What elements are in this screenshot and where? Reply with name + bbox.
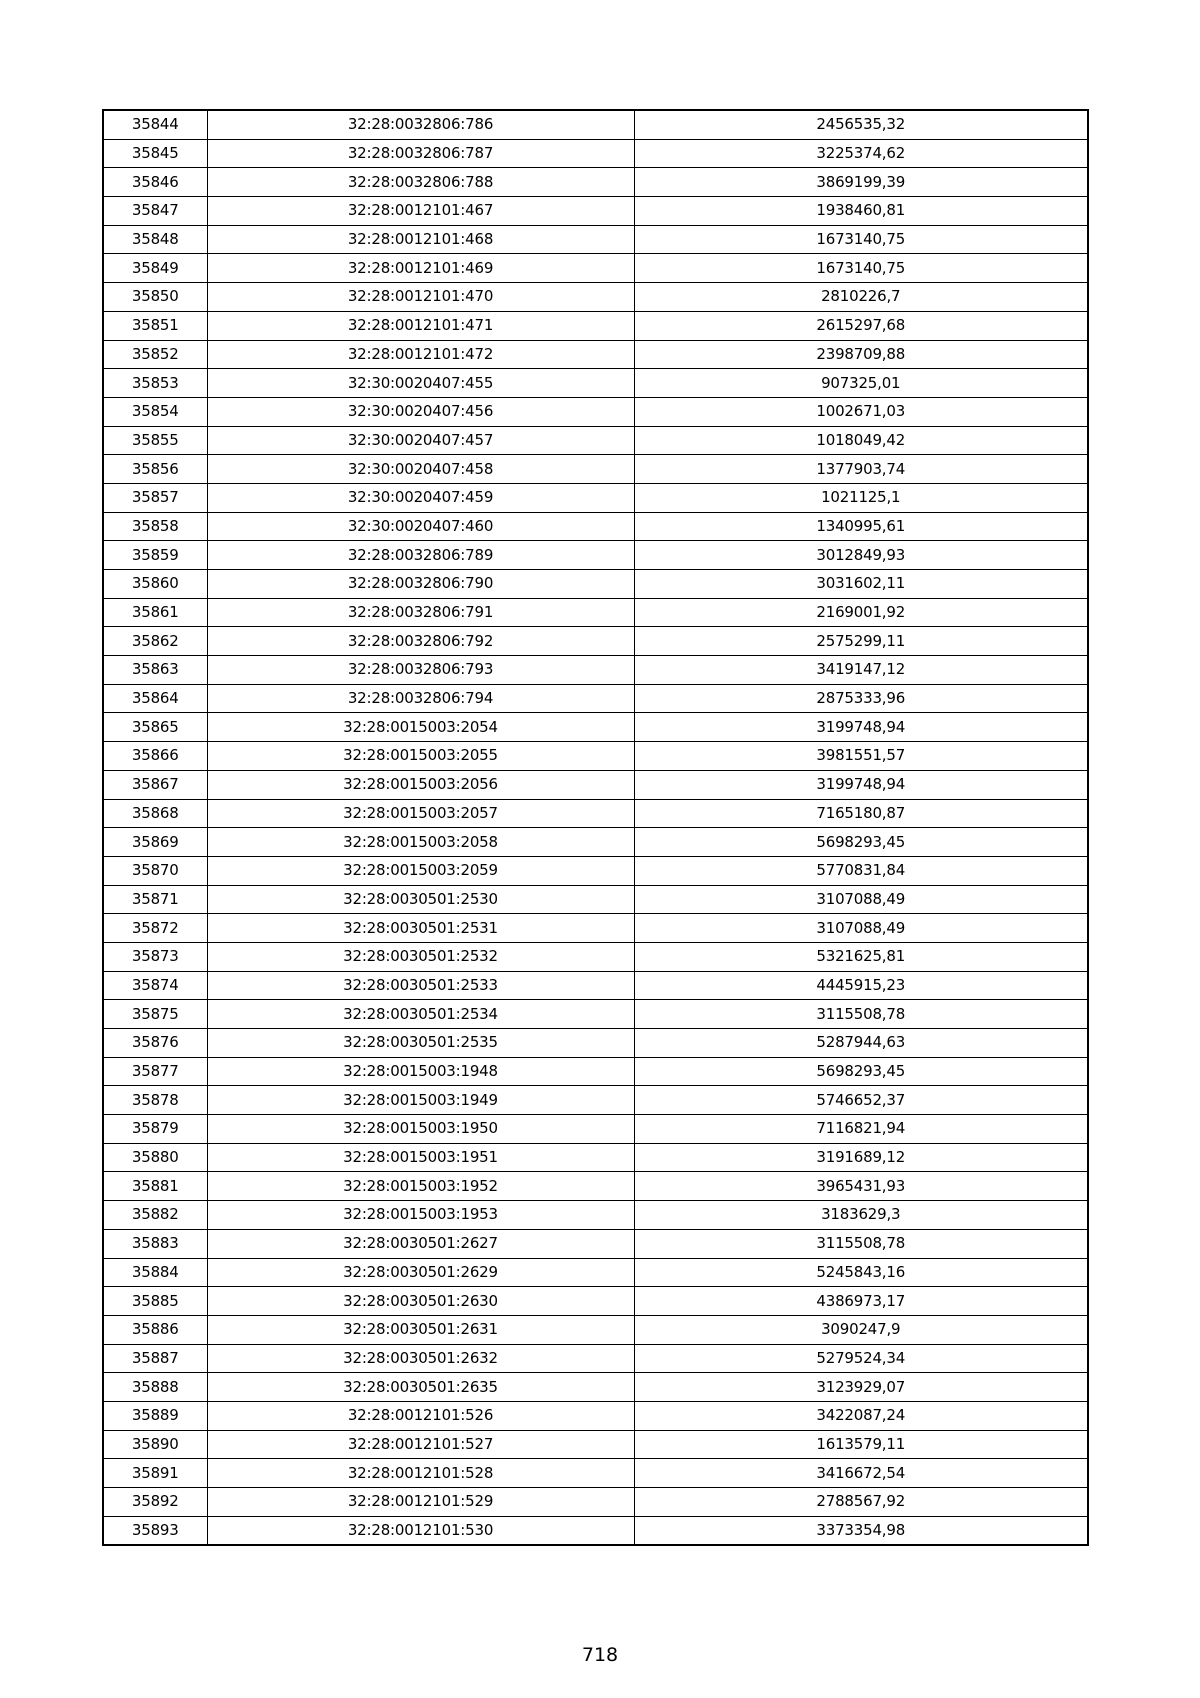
cadastral-number-cell: 32:28:0012101:472	[207, 340, 634, 369]
cadastral-value-cell: 4386973,17	[634, 1287, 1088, 1316]
table-row	[103, 627, 1088, 656]
row-number-cell: 35870	[103, 856, 207, 885]
table-row	[103, 225, 1088, 254]
cadastral-number-cell: 32:28:0032806:792	[207, 627, 634, 656]
row-number-cell: 35871	[103, 885, 207, 914]
cadastral-value-cell: 3869199,39	[634, 168, 1088, 197]
cadastral-value-cell: 5245843,16	[634, 1258, 1088, 1287]
row-number-cell: 35848	[103, 225, 207, 254]
cadastral-value-cell: 7116821,94	[634, 1115, 1088, 1144]
table-row	[103, 770, 1088, 799]
table-row	[103, 684, 1088, 713]
row-number-cell: 35881	[103, 1172, 207, 1201]
row-number-cell: 35878	[103, 1086, 207, 1115]
row-number-cell: 35857	[103, 483, 207, 512]
row-number-cell: 35844	[103, 110, 207, 139]
cadastral-number-cell: 32:30:0020407:460	[207, 512, 634, 541]
cadastral-value-cell: 5287944,63	[634, 1029, 1088, 1058]
cadastral-value-cell: 5746652,37	[634, 1086, 1088, 1115]
cadastral-number-cell: 32:28:0030501:2532	[207, 942, 634, 971]
row-number-cell: 35873	[103, 942, 207, 971]
row-number-cell: 35862	[103, 627, 207, 656]
cadastral-value-cell: 2615297,68	[634, 311, 1088, 340]
cadastral-value-cell: 5698293,45	[634, 828, 1088, 857]
cadastral-number-cell: 32:28:0030501:2535	[207, 1029, 634, 1058]
cadastral-value-cell: 3373354,98	[634, 1516, 1088, 1545]
cadastral-number-cell: 32:28:0030501:2531	[207, 914, 634, 943]
row-number-cell: 35859	[103, 541, 207, 570]
cadastral-number-cell: 32:28:0032806:786	[207, 110, 634, 139]
row-number-cell: 35855	[103, 426, 207, 455]
table-row	[103, 483, 1088, 512]
cadastral-value-cell: 3965431,93	[634, 1172, 1088, 1201]
table-row	[103, 426, 1088, 455]
row-number-cell: 35853	[103, 369, 207, 398]
cadastral-number-cell: 32:28:0015003:1950	[207, 1115, 634, 1144]
row-number-cell: 35867	[103, 770, 207, 799]
table-row	[103, 1172, 1088, 1201]
cadastral-value-cell: 2875333,96	[634, 684, 1088, 713]
table-row	[103, 1287, 1088, 1316]
table-row	[103, 1057, 1088, 1086]
table-row	[103, 369, 1088, 398]
page-number: 718	[581, 1644, 619, 1666]
cadastral-number-cell: 32:28:0030501:2627	[207, 1229, 634, 1258]
row-number-cell: 35876	[103, 1029, 207, 1058]
cadastral-number-cell: 32:28:0032806:790	[207, 570, 634, 599]
row-number-cell: 35845	[103, 139, 207, 168]
cadastral-value-cell: 1340995,61	[634, 512, 1088, 541]
cadastral-number-cell: 32:28:0030501:2630	[207, 1287, 634, 1316]
table-row	[103, 254, 1088, 283]
table-row	[103, 1430, 1088, 1459]
row-number-cell: 35861	[103, 598, 207, 627]
table-row	[103, 914, 1088, 943]
row-number-cell: 35891	[103, 1459, 207, 1488]
cadastral-value-cell: 3107088,49	[634, 885, 1088, 914]
table-row	[103, 541, 1088, 570]
cadastral-number-cell: 32:28:0012101:528	[207, 1459, 634, 1488]
row-number-cell: 35860	[103, 570, 207, 599]
cadastral-value-cell: 1673140,75	[634, 254, 1088, 283]
row-number-cell: 35864	[103, 684, 207, 713]
table-row	[103, 885, 1088, 914]
cadastral-value-cell: 7165180,87	[634, 799, 1088, 828]
cadastral-number-cell: 32:28:0015003:1949	[207, 1086, 634, 1115]
cadastral-number-cell: 32:28:0032806:787	[207, 139, 634, 168]
cadastral-value-cell: 1673140,75	[634, 225, 1088, 254]
cadastral-value-cell: 3422087,24	[634, 1401, 1088, 1430]
cadastral-value-cell: 2398709,88	[634, 340, 1088, 369]
cadastral-number-cell: 32:28:0012101:529	[207, 1488, 634, 1517]
cadastral-number-cell: 32:28:0030501:2530	[207, 885, 634, 914]
cadastral-number-cell: 32:28:0030501:2631	[207, 1315, 634, 1344]
cadastral-number-cell: 32:30:0020407:458	[207, 455, 634, 484]
table-row	[103, 971, 1088, 1000]
cadastral-number-cell: 32:28:0015003:2057	[207, 799, 634, 828]
cadastral-value-cell: 3199748,94	[634, 770, 1088, 799]
row-number-cell: 35869	[103, 828, 207, 857]
cadastral-value-cell: 3183629,3	[634, 1201, 1088, 1230]
table-row	[103, 512, 1088, 541]
cadastral-number-cell: 32:28:0012101:530	[207, 1516, 634, 1545]
row-number-cell: 35851	[103, 311, 207, 340]
row-number-cell: 35849	[103, 254, 207, 283]
cadastral-value-cell: 3191689,12	[634, 1143, 1088, 1172]
table-row	[103, 828, 1088, 857]
cadastral-value-cell: 3419147,12	[634, 656, 1088, 685]
cadastral-number-cell: 32:28:0015003:2054	[207, 713, 634, 742]
cadastral-value-cell: 3012849,93	[634, 541, 1088, 570]
cadastral-number-cell: 32:28:0015003:1952	[207, 1172, 634, 1201]
table-row	[103, 397, 1088, 426]
cadastral-number-cell: 32:28:0030501:2635	[207, 1373, 634, 1402]
cadastral-value-cell: 2456535,32	[634, 110, 1088, 139]
cadastral-number-cell: 32:28:0032806:794	[207, 684, 634, 713]
table-row	[103, 1315, 1088, 1344]
cadastral-value-table	[102, 109, 1089, 1546]
row-number-cell: 35889	[103, 1401, 207, 1430]
cadastral-number-cell: 32:28:0032806:791	[207, 598, 634, 627]
data-table-container	[102, 109, 1087, 1546]
table-row	[103, 197, 1088, 226]
table-body	[103, 110, 1088, 1545]
table-row	[103, 1373, 1088, 1402]
cadastral-value-cell: 5279524,34	[634, 1344, 1088, 1373]
cadastral-number-cell: 32:28:0015003:1953	[207, 1201, 634, 1230]
cadastral-value-cell: 3031602,11	[634, 570, 1088, 599]
cadastral-number-cell: 32:30:0020407:459	[207, 483, 634, 512]
table-row	[103, 139, 1088, 168]
row-number-cell: 35850	[103, 283, 207, 312]
table-row	[103, 713, 1088, 742]
table-row	[103, 1000, 1088, 1029]
cadastral-value-cell: 907325,01	[634, 369, 1088, 398]
table-row	[103, 570, 1088, 599]
row-number-cell: 35882	[103, 1201, 207, 1230]
cadastral-number-cell: 32:28:0030501:2632	[207, 1344, 634, 1373]
cadastral-value-cell: 3123929,07	[634, 1373, 1088, 1402]
cadastral-number-cell: 32:28:0012101:526	[207, 1401, 634, 1430]
table-row	[103, 656, 1088, 685]
cadastral-value-cell: 3981551,57	[634, 742, 1088, 771]
cadastral-number-cell: 32:28:0015003:2056	[207, 770, 634, 799]
row-number-cell: 35887	[103, 1344, 207, 1373]
row-number-cell: 35852	[103, 340, 207, 369]
cadastral-value-cell: 5770831,84	[634, 856, 1088, 885]
cadastral-value-cell: 1018049,42	[634, 426, 1088, 455]
row-number-cell: 35893	[103, 1516, 207, 1545]
cadastral-value-cell: 3115508,78	[634, 1229, 1088, 1258]
row-number-cell: 35847	[103, 197, 207, 226]
row-number-cell: 35890	[103, 1430, 207, 1459]
cadastral-value-cell: 3107088,49	[634, 914, 1088, 943]
row-number-cell: 35885	[103, 1287, 207, 1316]
row-number-cell: 35883	[103, 1229, 207, 1258]
cadastral-number-cell: 32:28:0012101:468	[207, 225, 634, 254]
table-row	[103, 311, 1088, 340]
table-row	[103, 1201, 1088, 1230]
row-number-cell: 35886	[103, 1315, 207, 1344]
row-number-cell: 35865	[103, 713, 207, 742]
table-row	[103, 1344, 1088, 1373]
cadastral-value-cell: 2788567,92	[634, 1488, 1088, 1517]
cadastral-value-cell: 4445915,23	[634, 971, 1088, 1000]
row-number-cell: 35875	[103, 1000, 207, 1029]
cadastral-number-cell: 32:28:0015003:2055	[207, 742, 634, 771]
cadastral-value-cell: 1377903,74	[634, 455, 1088, 484]
row-number-cell: 35877	[103, 1057, 207, 1086]
table-row	[103, 598, 1088, 627]
cadastral-value-cell: 2575299,11	[634, 627, 1088, 656]
table-row	[103, 742, 1088, 771]
row-number-cell: 35884	[103, 1258, 207, 1287]
table-row	[103, 168, 1088, 197]
cadastral-value-cell: 5321625,81	[634, 942, 1088, 971]
row-number-cell: 35866	[103, 742, 207, 771]
cadastral-number-cell: 32:28:0032806:793	[207, 656, 634, 685]
cadastral-number-cell: 32:28:0015003:1951	[207, 1143, 634, 1172]
cadastral-number-cell: 32:28:0015003:1948	[207, 1057, 634, 1086]
table-row	[103, 1229, 1088, 1258]
cadastral-value-cell: 3416672,54	[634, 1459, 1088, 1488]
table-row	[103, 856, 1088, 885]
table-row	[103, 1115, 1088, 1144]
cadastral-number-cell: 32:28:0030501:2629	[207, 1258, 634, 1287]
row-number-cell: 35868	[103, 799, 207, 828]
row-number-cell: 35874	[103, 971, 207, 1000]
row-number-cell: 35863	[103, 656, 207, 685]
table-row	[103, 455, 1088, 484]
cadastral-number-cell: 32:28:0032806:789	[207, 541, 634, 570]
cadastral-value-cell: 1938460,81	[634, 197, 1088, 226]
cadastral-number-cell: 32:28:0012101:470	[207, 283, 634, 312]
table-row	[103, 1143, 1088, 1172]
cadastral-value-cell: 5698293,45	[634, 1057, 1088, 1086]
cadastral-value-cell: 2810226,7	[634, 283, 1088, 312]
table-row	[103, 110, 1088, 139]
cadastral-number-cell: 32:28:0015003:2059	[207, 856, 634, 885]
table-row	[103, 1029, 1088, 1058]
cadastral-number-cell: 32:28:0012101:469	[207, 254, 634, 283]
cadastral-value-cell: 1613579,11	[634, 1430, 1088, 1459]
cadastral-number-cell: 32:28:0032806:788	[207, 168, 634, 197]
table-row	[103, 1516, 1088, 1545]
cadastral-number-cell: 32:30:0020407:457	[207, 426, 634, 455]
cadastral-value-cell: 3115508,78	[634, 1000, 1088, 1029]
cadastral-value-cell: 3199748,94	[634, 713, 1088, 742]
row-number-cell: 35880	[103, 1143, 207, 1172]
row-number-cell: 35879	[103, 1115, 207, 1144]
cadastral-number-cell: 32:30:0020407:455	[207, 369, 634, 398]
table-row	[103, 340, 1088, 369]
table-row	[103, 1401, 1088, 1430]
row-number-cell: 35856	[103, 455, 207, 484]
table-row	[103, 1086, 1088, 1115]
cadastral-value-cell: 1021125,1	[634, 483, 1088, 512]
table-row	[103, 942, 1088, 971]
cadastral-number-cell: 32:28:0012101:467	[207, 197, 634, 226]
cadastral-value-cell: 3090247,9	[634, 1315, 1088, 1344]
table-row	[103, 283, 1088, 312]
row-number-cell: 35854	[103, 397, 207, 426]
cadastral-number-cell: 32:28:0012101:527	[207, 1430, 634, 1459]
cadastral-number-cell: 32:28:0030501:2534	[207, 1000, 634, 1029]
cadastral-value-cell: 2169001,92	[634, 598, 1088, 627]
cadastral-value-cell: 3225374,62	[634, 139, 1088, 168]
row-number-cell: 35858	[103, 512, 207, 541]
row-number-cell: 35892	[103, 1488, 207, 1517]
row-number-cell: 35872	[103, 914, 207, 943]
row-number-cell: 35846	[103, 168, 207, 197]
cadastral-number-cell: 32:30:0020407:456	[207, 397, 634, 426]
row-number-cell: 35888	[103, 1373, 207, 1402]
cadastral-number-cell: 32:28:0012101:471	[207, 311, 634, 340]
table-row	[103, 1488, 1088, 1517]
table-row	[103, 799, 1088, 828]
cadastral-value-cell: 1002671,03	[634, 397, 1088, 426]
table-row	[103, 1258, 1088, 1287]
cadastral-number-cell: 32:28:0015003:2058	[207, 828, 634, 857]
cadastral-number-cell: 32:28:0030501:2533	[207, 971, 634, 1000]
table-row	[103, 1459, 1088, 1488]
